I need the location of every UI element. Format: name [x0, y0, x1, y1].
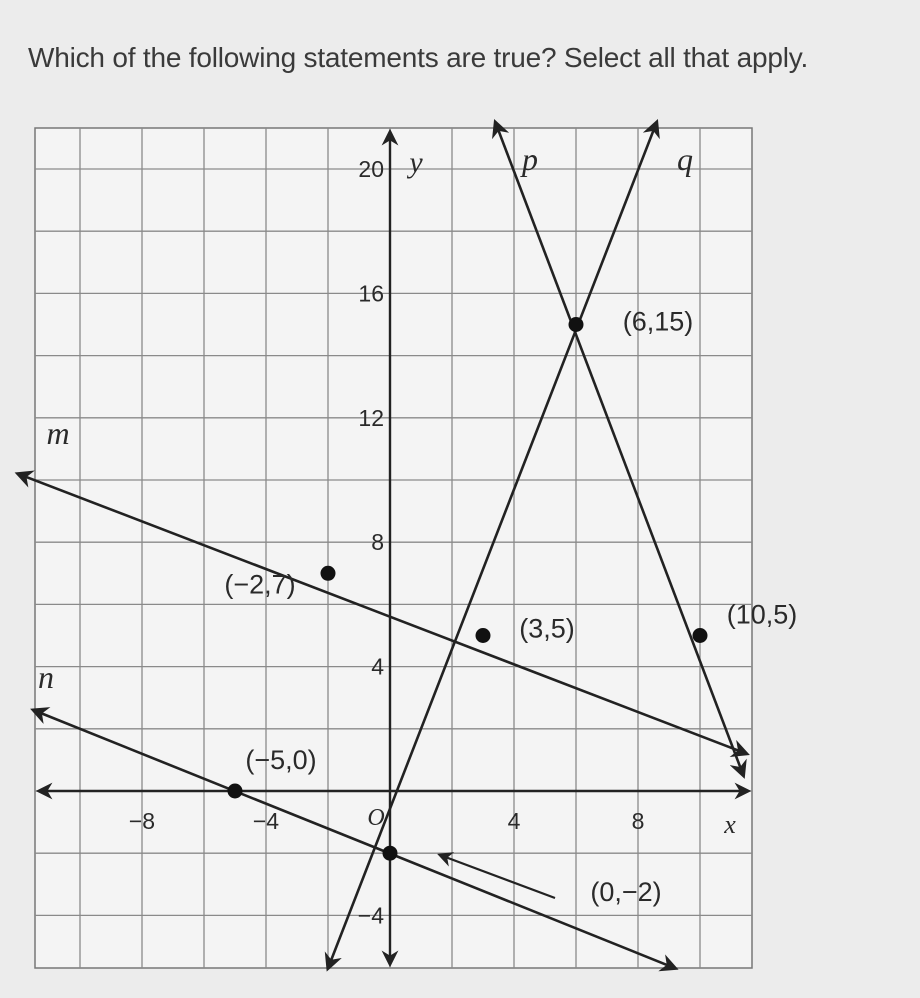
y-tick-label: 12 — [358, 404, 384, 431]
line-label-n: n — [38, 659, 54, 695]
point — [476, 628, 491, 643]
point — [228, 784, 243, 799]
y-tick-label: 8 — [371, 529, 384, 556]
point — [569, 317, 584, 332]
point-label: (0,−2) — [590, 877, 662, 908]
origin-label: O — [367, 805, 385, 831]
point — [693, 628, 708, 643]
y-tick-label: −4 — [357, 902, 384, 929]
y-tick-label: 4 — [371, 653, 384, 680]
x-axis-label: x — [724, 810, 736, 839]
point — [383, 846, 398, 861]
point — [321, 566, 336, 581]
x-tick-label: 4 — [507, 808, 521, 834]
x-tick-label: −8 — [128, 808, 156, 834]
grid — [35, 128, 752, 968]
y-axis-label: y — [409, 146, 423, 179]
point-label: (−2,7) — [224, 569, 296, 600]
y-tick-label: 16 — [358, 280, 384, 307]
x-tick-label: −4 — [252, 808, 280, 834]
point-label: (−5,0) — [245, 745, 317, 775]
point-label: (10,5) — [726, 599, 798, 630]
line-label-m: m — [46, 415, 70, 451]
point-label: (6,15) — [622, 306, 694, 337]
y-tick-label: 20 — [358, 156, 384, 182]
question-text: Which of the following statements are true? Select all that apply. — [28, 42, 809, 73]
x-tick-label: 8 — [631, 808, 645, 834]
point-label: (3,5) — [519, 613, 575, 644]
line-label-q: q — [677, 141, 693, 177]
line-label-p: p — [522, 141, 538, 177]
